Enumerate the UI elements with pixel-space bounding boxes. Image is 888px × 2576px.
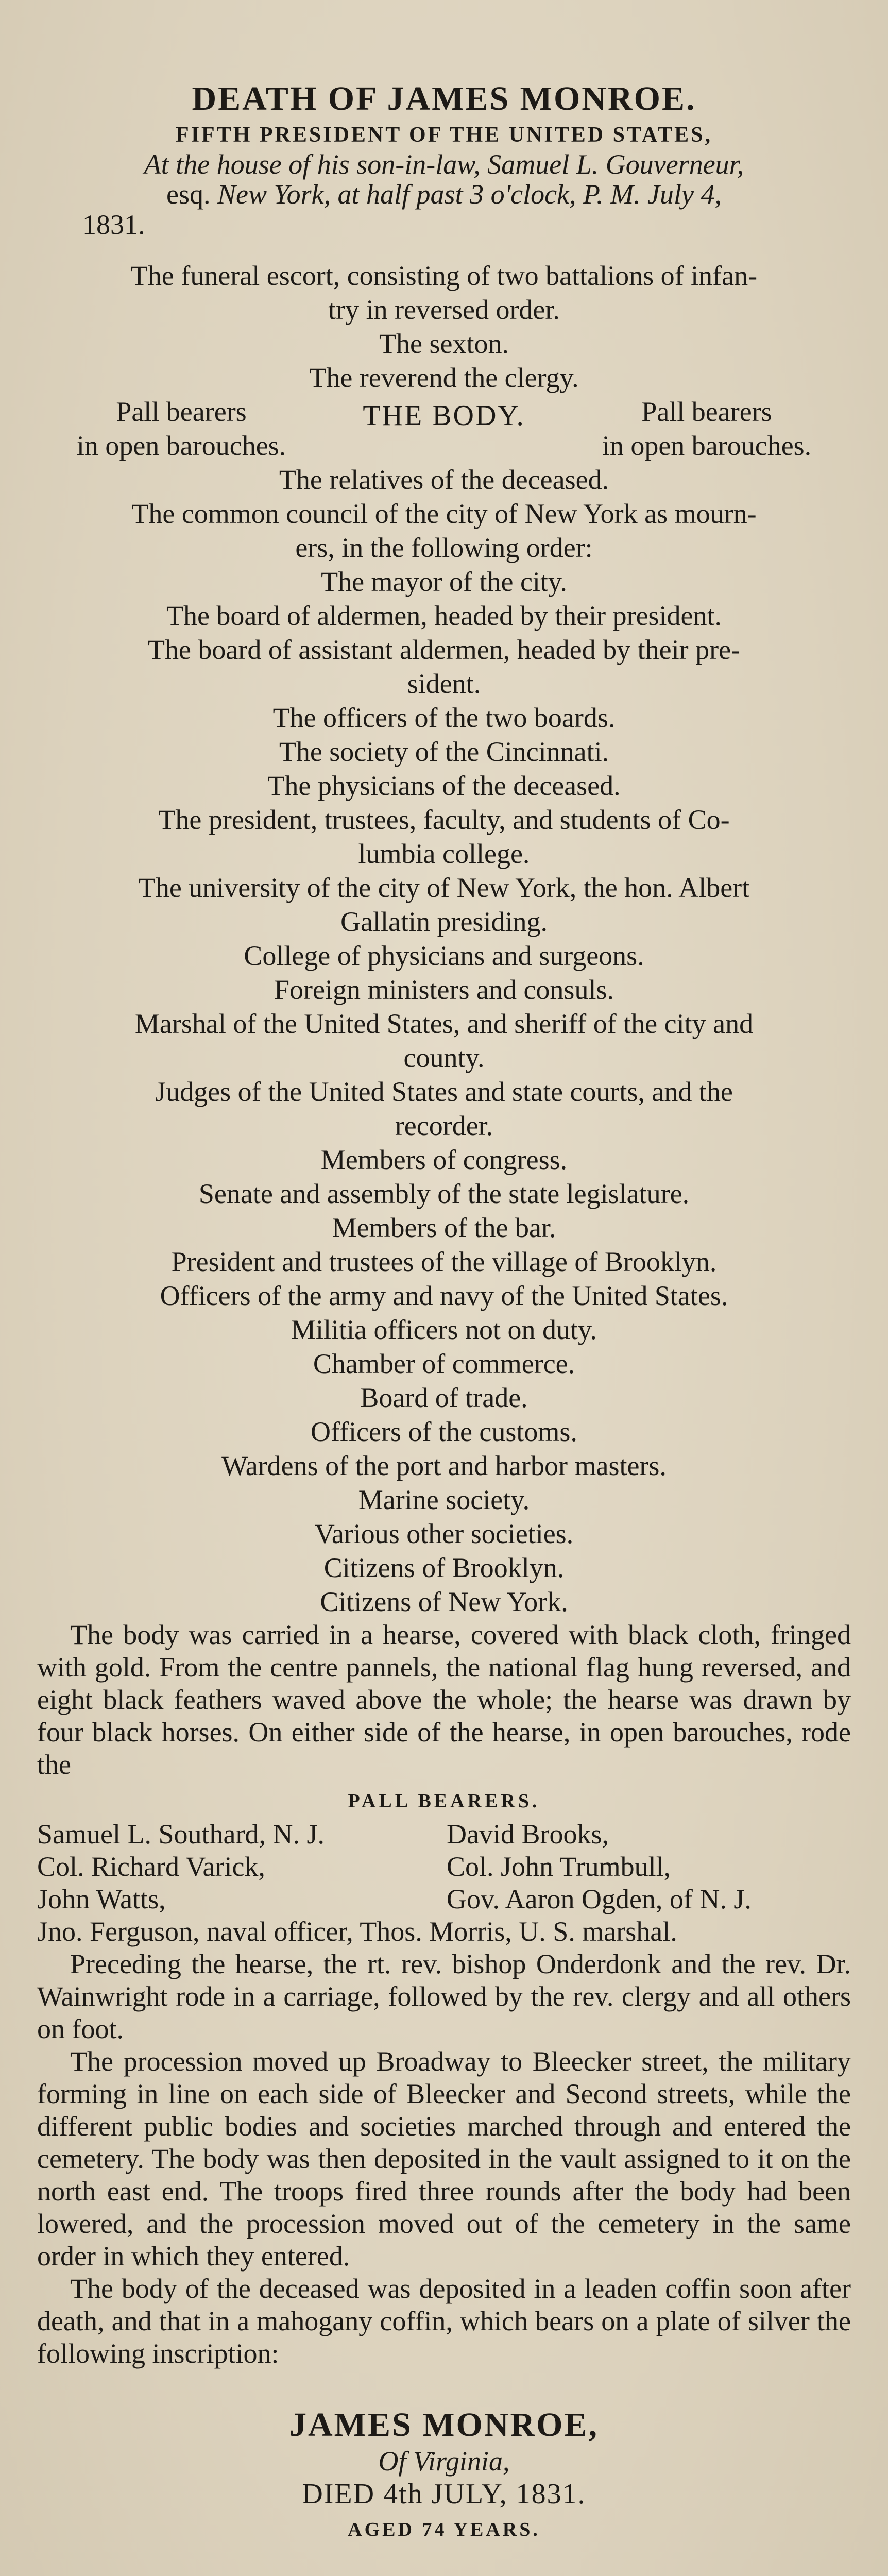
order-line: Board of trade. xyxy=(360,1382,528,1413)
order-line: Marine society. xyxy=(358,1484,530,1515)
header xyxy=(37,77,851,240)
order-line: The common council of the city of New York as mourn- xyxy=(131,498,757,529)
paragraph-procession: The procession moved up Broadway to Bleecker street, the military forming in line on each side of Bleecker and Second streets, while the different public bodies and societies marched through and entered the cemetery. The body was then deposited in the vault assigned to it on the north east end. The troops fired three rounds after the body had been lowered, and the procession moved out of the cemetery in the same order in which they entered. xyxy=(37,2046,851,2272)
coffin-inscription xyxy=(37,2404,851,2547)
pall-right-line-2: in open barouches. xyxy=(602,430,812,461)
order-line: ers, in the following order: xyxy=(295,532,593,563)
pall-bearer-name: Samuel L. Southard, N. J. xyxy=(37,1819,325,1850)
paragraph-carriage: Preceding the hearse, the rt. rev. bishop Onderdonk and the rev. Dr. Wainwright rode in a carriage, followed by the rev. clergy and all others on foot. xyxy=(37,1948,851,2044)
order-line: Foreign ministers and consuls. xyxy=(274,974,614,1005)
inscription-origin: Of Virginia, xyxy=(378,2446,510,2477)
order-line: try in reversed order. xyxy=(328,294,560,325)
order-line: Officers of the army and navy of the United States. xyxy=(160,1280,728,1311)
order-line: Various other societies. xyxy=(314,1518,574,1549)
order-line: The president, trustees, faculty, and students of Co- xyxy=(158,804,730,835)
pall-bearers-list-row xyxy=(37,1883,851,1916)
pall-bearer-name: Col. Richard Varick, xyxy=(37,1851,265,1882)
order-line: The board of aldermen, headed by their president. xyxy=(166,600,722,631)
place-text: New York, at half past 3 o'clock, P. M. July 4, xyxy=(217,179,722,210)
order-line: The mayor of the city. xyxy=(321,566,567,597)
order-line: The physicians of the deceased. xyxy=(267,770,621,801)
order-line: The university of the city of New York, the hon. Albert xyxy=(138,872,750,903)
pall-bearers-list-row xyxy=(37,1818,851,1851)
order-line: The funeral escort, consisting of two battalions of infan- xyxy=(130,260,758,291)
order-line: The society of the Cincinnati. xyxy=(279,736,609,767)
order-line: The board of assistant aldermen, headed by their pre- xyxy=(147,634,741,665)
order-line: Gallatin presiding. xyxy=(340,906,548,937)
order-line: Citizens of New York. xyxy=(320,1586,568,1617)
order-line: The relatives of the deceased. xyxy=(279,464,609,495)
pall-right-line-1: Pall bearers xyxy=(641,396,772,427)
order-line: Marshal of the United States, and sheriff of the city and xyxy=(134,1008,754,1039)
order-line: College of physicians and surgeons. xyxy=(244,940,644,971)
pall-left-line-2: in open barouches. xyxy=(76,430,286,461)
year-line: 1831. xyxy=(82,209,145,240)
order-line: Officers of the customs. xyxy=(311,1416,577,1447)
order-line: Citizens of Brooklyn. xyxy=(323,1552,565,1583)
paragraph-hearse: The body was carried in a hearse, covered with black cloth, fringed with gold. From the centre pannels, the national flag hung reversed, and eight black feathers waved above the whole; the hearse was drawn by four black horses. On either side of the hearse, in open barouches, rode the xyxy=(37,1619,851,1780)
order-line: Judges of the United States and state courts, and the xyxy=(155,1076,733,1107)
order-of-procession xyxy=(37,259,851,1619)
order-line: sident. xyxy=(407,668,481,699)
order-line: Militia officers not on duty. xyxy=(291,1314,597,1345)
place-line-2 xyxy=(37,179,851,209)
order-line: The reverend the clergy. xyxy=(309,362,579,393)
pall-bearer-name: Gov. Aaron Ogden, of N. J. xyxy=(447,1884,752,1914)
inscription-name: JAMES MONROE, xyxy=(289,2406,599,2444)
esq-text: esq. xyxy=(166,179,211,210)
pall-bearer-name: David Brooks, xyxy=(447,1819,609,1850)
order-line: Senate and assembly of the state legislature. xyxy=(198,1178,690,1209)
place-line-1: At the house of his son-in-law, Samuel L. Gouverneur, xyxy=(144,149,744,180)
order-line: county. xyxy=(403,1042,485,1073)
order-line: Members of congress. xyxy=(320,1144,568,1175)
pall-bearer-name: Col. John Trumbull, xyxy=(447,1851,671,1882)
order-line: Chamber of commerce. xyxy=(313,1348,575,1379)
pall-left-line-1: Pall bearers xyxy=(116,396,247,427)
paragraph-coffin: The body of the deceased was deposited in a leaden coffin soon after death, and that in a mahogany coffin, which bears on a plate of silver the following inscription: xyxy=(37,2273,851,2369)
inscription-aged: AGED 74 YEARS. xyxy=(348,2519,540,2540)
subheadline: FIFTH PRESIDENT OF THE UNITED STATES, xyxy=(176,123,712,147)
pall-bearers-last-line: Jno. Ferguson, naval officer, Thos. Morris, U. S. marshal. xyxy=(37,1916,677,1947)
pall-bearers-row xyxy=(37,395,851,463)
pall-bearers-left xyxy=(37,395,326,463)
order-line: Members of the bar. xyxy=(332,1212,556,1243)
order-line: lumbia college. xyxy=(358,838,530,869)
inscription-died: DIED 4th JULY, 1831. xyxy=(302,2478,586,2510)
headline: DEATH OF JAMES MONROE. xyxy=(192,80,696,117)
order-line: Wardens of the port and harbor masters. xyxy=(221,1450,667,1481)
pall-bearer-name: John Watts, xyxy=(37,1884,166,1914)
article-body xyxy=(37,1619,851,2370)
order-line: President and trustees of the village of Brooklyn. xyxy=(171,1246,717,1277)
order-line: recorder. xyxy=(395,1110,493,1141)
the-body-label: THE BODY. xyxy=(363,400,525,432)
order-line: The sexton. xyxy=(379,328,509,359)
pall-bearers-right xyxy=(562,395,851,463)
pall-bearers-heading: PALL BEARERS. xyxy=(348,1790,540,1812)
pall-bearers-list-row xyxy=(37,1851,851,1883)
order-line: The officers of the two boards. xyxy=(272,702,616,733)
